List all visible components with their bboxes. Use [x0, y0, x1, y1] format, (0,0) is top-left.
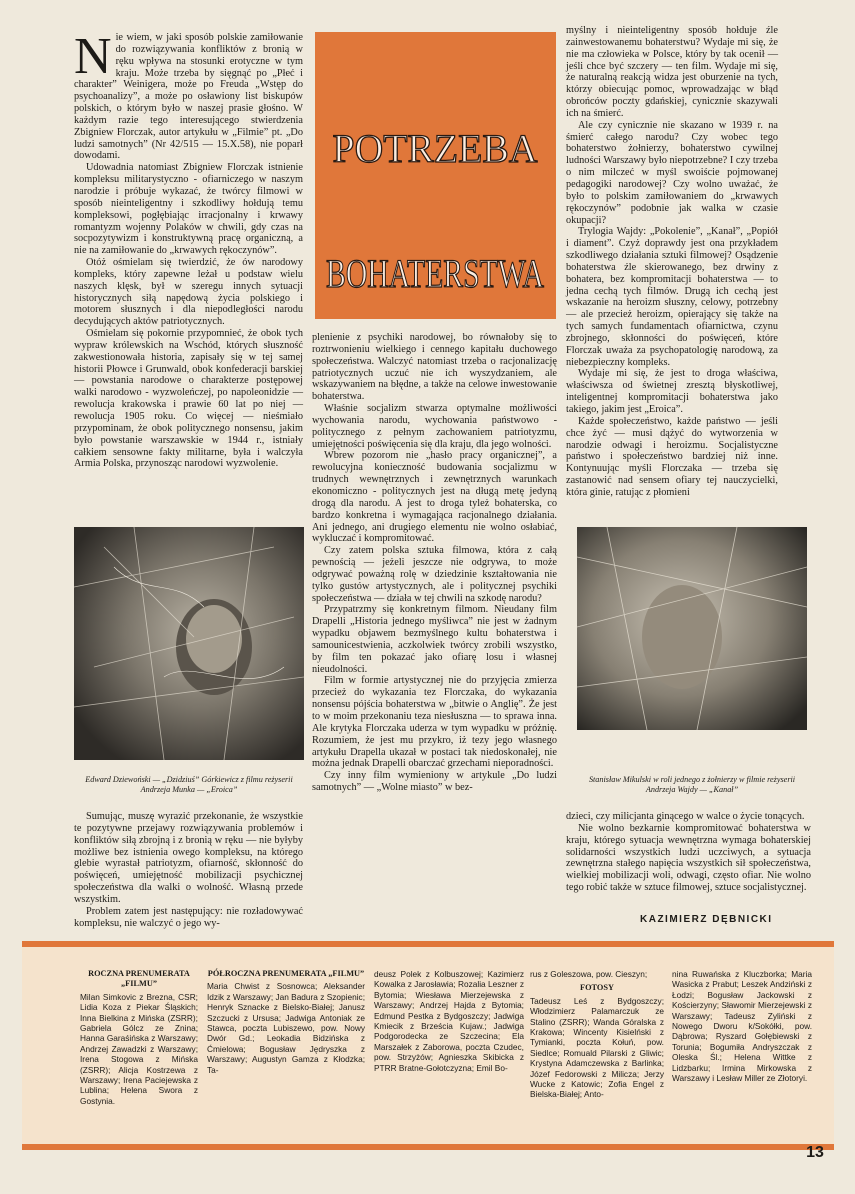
subs-names: rus z Goleszowa, pow. Cieszyn;: [530, 969, 648, 979]
article-column-2: [312, 332, 557, 928]
article-column-3: [566, 25, 778, 520]
film-still-kanal: [577, 527, 807, 730]
drop-cap: N: [74, 28, 112, 85]
paragraph: Właśnie socjalizm stwarza optymalne możliwości wychowania narodu, wychowania państwowo - politycznego z pełnym zachowaniem patriotyzmu, umiejętności poświęcenia się dla kraju, dla jego wolności.: [312, 403, 557, 450]
paragraph: plenienie z psychiki narodowej, bo równałoby się to roztrwonieniu wielkiego i cennego kapitału duchowego społeczeństwa. Walczyć natomiast trzeba o racjonalizację patriotycznych uczuć nie ich wyszydzaniem, ale wskazywaniem na błędne, a także na celowe inwestowanie bohaterstwa.: [312, 332, 557, 403]
paragraph: Nie wolno bezkarnie kompromitować bohaterstwa w kraju, którego sytuacja wewnętrzna wymaga bohaterskiej solidarności wszystkich ludzi uczciwych, a sytuacja zewnętrzna stałego napięcia wszystkich sił społeczeństwa, wielkiej mobilizacji woli, odwagi, często ofiar. Nie wolno tego robić także w sztuce filmowej, sztuce socjalistycznej.: [566, 822, 811, 894]
paragraph: myślny i nieinteligentny sposób hołduje źle zainwestowanemu bohaterstwu? Wydaje mi się, że nie ma człowieka w Polsce, który by tak ocenił — jeśli chce być szczery — ten film. Wydaje mi się, że naturalną reakcją widza jest oburzenie na tych, którzy obiecując pomoc, wprowadzając w błąd obrońców poczty gdańskiej, cynicznie skazywali ich na śmierć.: [566, 25, 778, 119]
paragraph: Każde społeczeństwo, każde państwo — jeśli chce żyć — musi dążyć do wytworzenia w narodzie odwagi i heroizmu. Socjalistyczne państwo i społeczeństwo bardziej niż inne. Kontynuując myśli Florczaka — trzeba się zastanowić nad sensem ofiary tej nauczycielki, która ginie, ratując z płomieni: [566, 415, 778, 498]
film-still-eroica: [74, 527, 304, 760]
paragraph: Trylogia Wajdy: „Pokolenie”, „Kanał”, „Popiół i diament”. Czyż doprawdy jest ona przykładem szkodliwego działania sztuki filmowej? Osądzenie bohaterstwa źle skierowanego, bez drwiny z bohatera, bez kompromitacji bohaterstwa — to jedna cechą tych filmów. Drugą ich cechą jest wskazanie na heroizm słuszny, celowy, potrzebny — ale przecież heroizm, opierający się także na tych samych fundamentach ofiarnictwa, czynu zbrojnego, skłonności do poświęceń, które Florczak uważa za psychopatologię narodową, za niebezpieczny kompleks.: [566, 226, 778, 368]
paragraph: Wydaje mi się, że jest to droga właściwa, właściwsza od świetnej zresztą błyskotliwej, inteligentnej kompromitacji bohaterstwa jako takiego, jakim jest „Eroica”.: [566, 368, 778, 415]
photo-caption-right: Stanisław Mikulski w roli jednego z żołnierzy w filmie reżyserii Andrzeja Wajdy — „Kanał”: [588, 775, 796, 794]
subs-heading-photos: FOTOSY: [580, 983, 614, 993]
paragraph: Ale czy cynicznie nie skazano w 1939 r. na śmierć całego narodu? Czy wobec tego bohaterstwo żołnierzy, bohaterstwo cywilnej ludności Warszawy było niepotrzebne? I czy trzeba o nim milczeć w myśl swoiście pojmowanej pedagogiki narodowej? Czy wolno uważać, że było to polskim zamiłowaniem do „krwawych rękoczynów” podobnie jak walka w czasie okupacji?: [566, 119, 778, 226]
subs-column-5: [672, 969, 812, 1083]
subs-heading-yearly: ROCZNA PRENUMERATA „FILMU”: [88, 969, 190, 989]
title-line-2: BOHATERSTWA: [326, 251, 545, 296]
paragraph: ie wiem, w jaki sposób polskie zamiłowanie do rozwiązywania konfliktów z bronią w ręku wpływa na stosunki erotyczne w tym kraju. Może trzeba by sięgnąć po „Płeć i charakter” Weinigera, może po Freuda „Wstęp do psychoanalizy”, a może po osławiony list biskupów polskich, o którym było w naszej prasie głośno. W każdym razie tego interesującego stwierdzenia Zbigniew Florczak, autor artykułu w „Filmie” pt. „Do ludzi samotnych” (Nr 42/515 — 15.X.58), nie poparł dowodami.: [74, 32, 303, 162]
subs-column-3: [374, 969, 524, 1073]
subs-column-1: [80, 969, 198, 1106]
subs-names: nina Ruwańska z Kluczborka; Maria Wasicka z Prabut; Leszek Andziński z Łodzi; Bogusław Jackowski z Kościerzyny; Sławomir Mierzejewski z Warszawy; Tadeusz Zyliński z Nowego Dworu k/Sokółki, pow. Dąbrowa; Ryszard Gołębiewski z Torunia; Bogumiła Andryszczak z Oleska Śl.; Helena Wittke z Lidzbarku; Irmina Mirkowska z Warszawy i Lesław Miller ze Złotoryi.: [672, 969, 812, 1084]
title-line-1: POTRZEBA: [332, 126, 538, 171]
article-column-1: [74, 28, 303, 520]
paragraph: Wbrew pozorom nie „hasło pracy organicznej”, a rewolucyjna konieczność budowania socjalizmu w trudnych wewnętrznych i zewnętrznych warunkach ekonomiczno - politycznych jest na długą metę jedyną drogą dla narodu. A jest to droga tyleż bohaterska, co bardzo konkretna i wymagająca racjonalnego działania. Ani jednego, ani drugiego elementu nie wolno osłabiać, wykluczać i kompromitować.: [312, 450, 557, 545]
page-number: 13: [806, 1144, 824, 1161]
subs-column-2: [207, 969, 365, 1075]
paragraph: Sumując, muszę wyrazić przekonanie, że wszystkie te pozytywne przejawy rozwiązywania problemów i konfliktów siłą zbrojną i z bronią w ręku — nie byłyby możliwe bez istnienia owego kompleksu, na którego glebie wyrastał patriotyzm, ofiarność, skłonność do poświęceń, umiejętność mobilizacji psychicznej społeczeństwa dla walki o wolność. Własną przede wszystkim.: [74, 811, 303, 905]
paragraph: Czy inny film wymieniony w artykule „Do ludzi samotnych” — „Wolne miasto” w bez-: [312, 770, 557, 794]
subscription-winners-box: [22, 941, 834, 1150]
article-title-box: [315, 32, 556, 319]
article-column-3-bottom: [566, 811, 811, 919]
subs-names: deusz Polek z Kolbuszowej; Kazimierz Kowalka z Jarosławia; Rozalia Leszner z Bytomia; Wiesława Mierzejewska z Warszawy; Andrzej Hajda z Bytomia; Edmund Pestka z Bydgoszczy; Jadwiga Kmiecik z Brześcia Kujaw.; Jadwiga Podgorodecka ze Szczecina; Ela Marszałek z Zaborowa, poczta Czudec, pow. Strzyżów; Agnieszka Skibicka z PTRR Bratne-Gołotczyzna; Emil Bo-: [374, 969, 524, 1073]
subs-names: Maria Chwist z Sosnowca; Aleksander Idzik z Warszawy; Jan Badura z Szopienic; Henryk Sznacke z Bielsko-Białej; Janusz Szczucki z Ursusa; Jadwiga Antoniak ze Stawca, poczta Lubiszewo, pow. Nowy Dwór Gd.; Leokadia Bidzińska z Ćmielowa; Bogusław Jędryszka z Warszawy; Augustyn Gamza z Kłodzka; Ta-: [207, 981, 365, 1075]
paragraph: Film w formie artystycznej nie do przyjęcia zmierza przecież do wykazania tez Florczaka, do wykazania nonsensu pójścia bohaterstwa w „bitwie o Anglię”. Że jest to w moim przekonaniu teza niesłuszna — to sprawa inna. Ale krytyka Florczaka uderza w tym wypadku w próżnię. Rozumiem, że jest mu przykro, iż tezy jego własnego artykułu Drapella ukazał w postaci tak niedoskonałej, nie można jednak Drapelli obarczać grzechami nieporadności.: [312, 675, 557, 770]
paragraph: Ośmielam się pokornie przypomnieć, że obok tych wypraw królewskich na Wschód, których słuszność zakwestionowała historia, zapisały się w tej samej historii Płowce i Grunwald, obok konfederacji barskiej — powstania narodowe o charakterze postępowej walki narodowo - wyzwoleńczej, po napoleonidzie — rewolucja krakowska i prawie 60 lat po niej — rewolucja 1905 roku. Co więcej — nieśmiało przypominam, że obok politycznego nonsensu, jakim było powstanie warszawskie w 1944 r., istniały całkiem sensowne fakty militarne, była i walczyła Armia Polska, przynosząc narodowi wyzwolenie.: [74, 328, 303, 470]
paragraph: Otóż ośmielam się twierdzić, że ów narodowy kompleks, który zapewne leżał u podstaw wielu naszych klęsk, był w szeregu innych sytuacji historycznych siłą napędową życia polskiego i motorem słusznych i dla niepodległości narodu decydujących aktów patriotycznych.: [74, 257, 303, 328]
article-column-1-bottom: [74, 811, 303, 929]
subs-column-4: [530, 969, 664, 1100]
paragraph: Czy zatem polska sztuka filmowa, która z całą pewnością — jeżeli jeszcze nie odgrywa, to może odgrywać poważną rolę w dziedzinie kształtowania nie tylko gustów artystycznych, ale i politycznej psychiki społeczeństwa — działa w tej chwili na szkodę narodu?: [312, 545, 557, 604]
subs-names: Tadeusz Leś z Bydgoszczy; Włodzimierz Palamarczuk ze Stalino (ZSRR); Wanda Góralska z Krakowa; Wincenty Kisielński z Tymianki, poczta Kołuń, pow. Siedlce; Romuald Pilarski z Gliwic; Krystyna Adamczewska z Barlinka; Józef Fedorowski z Milicza; Jerzy Wucke z Katowic; Zofia Engel z Bielska-Białej; Anto-: [530, 995, 664, 1100]
article-title: [315, 32, 556, 319]
subs-heading-halfyearly: PÓŁROCZNA PRENUMERATA „FILMU”: [207, 969, 365, 978]
paragraph: Udowadnia natomiast Zbigniew Florczak istnienie kompleksu militarystyczno - ofiarniczego w naszym narodzie i próbuje wykazać, że twórcy filmowi w sposób nieinteligentny i szkodliwy hołdują temu kompleksowi, pogłębiając irracjonalny i krwawy romantyzm wojenny Polaków w chwili, gdy czas na socpozytywizm i konstruktywną pracę organiczną, a nie na zamiłowanie do „krwawych rękoczynów”.: [74, 162, 303, 257]
paragraph: dzieci, czy milicjanta ginącego w walce o życie tonących.: [566, 811, 805, 822]
subs-names: Milan Simkovic z Brezna, CSR; Lidia Koza z Piekar Śląskich; Inna Bielkina z Mińska (ZSRR); Gabriela Gólcz ze Znina; Hanna Garaśińska z Warszawy; Andrzej Zawadzki z Warszawy; Irena Stogowa z Mińska (ZSRR); Alicja Kostrzewa z Warszawy; Irena Paciejewska z Lublina; Helena Swora z Gostynia.: [80, 991, 198, 1106]
article-author: KAZIMIERZ DĘBNICKI: [640, 914, 773, 925]
paragraph: Przypatrzmy się konkretnym filmom. Nieudany film Drapelli „Historia jednego myśliwca” nie jest w żadnym wypadku objawem bezmyślnego kultu bohaterstwa i samounicestwienia, aczkolwiek twórcy zrobili wszystko, by film ten pokazać jako ofiarę losu i własnej nieudolności.: [312, 604, 557, 675]
photo-caption-left: Edward Dziewoński — „Dzidziuś” Górkiewicz z filmu reżyserii Andrzeja Munka — „Eroica”: [85, 775, 293, 794]
paragraph: Problem zatem jest następujący: nie rozładowywać kompleksu, nie walczyć o jego wy-: [74, 905, 303, 929]
